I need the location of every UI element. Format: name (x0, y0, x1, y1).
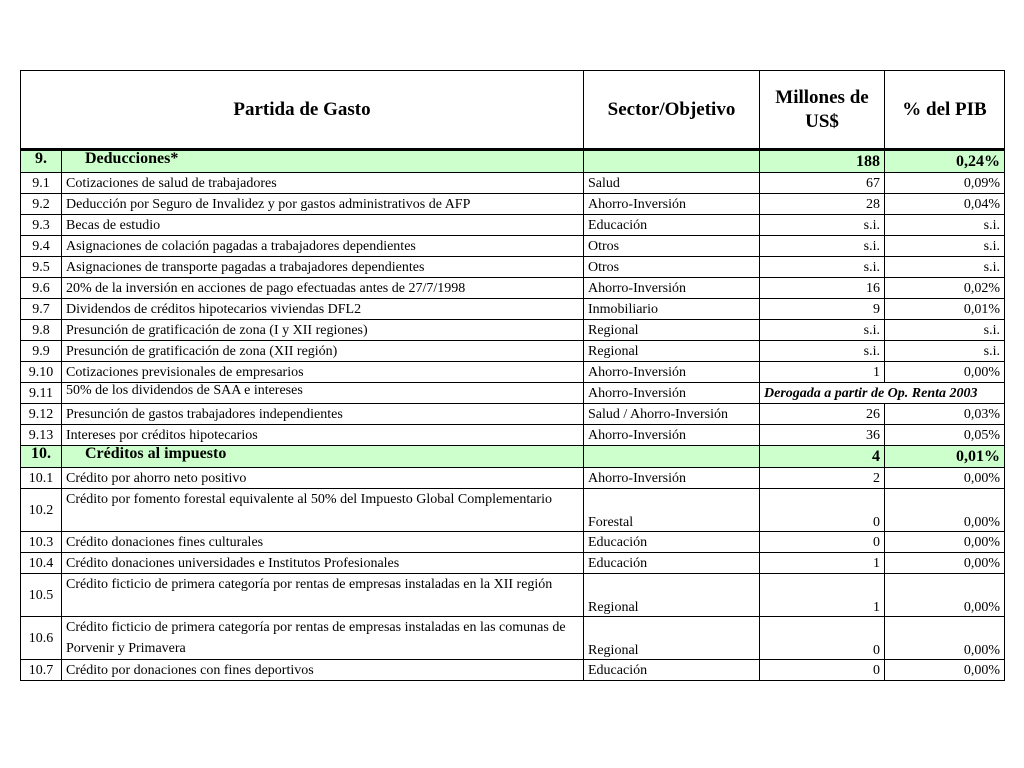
row-sector: Educación (584, 532, 760, 553)
row-sector: Regional (584, 574, 760, 617)
row-sector: Salud (584, 173, 760, 194)
row-pib: 0,01% (885, 299, 1005, 320)
row-millones: s.i. (760, 257, 885, 278)
row-pib: 0,00% (885, 617, 1005, 660)
table-row (21, 553, 1005, 574)
row-item: Crédito por donaciones con fines deportivos (62, 660, 584, 681)
row-number: 9.9 (21, 341, 62, 362)
header-millones: Millones de US$ (760, 71, 885, 150)
row-millones: 36 (760, 425, 885, 446)
row-millones: 16 (760, 278, 885, 299)
row-pib: 0,01% (885, 446, 1005, 468)
row-sector: Ahorro-Inversión (584, 278, 760, 299)
table-row (21, 532, 1005, 553)
row-sector: Otros (584, 236, 760, 257)
row-pib: s.i. (885, 320, 1005, 341)
row-millones: 0 (760, 660, 885, 681)
row-item: Becas de estudio (62, 215, 584, 236)
row-pib: 0,00% (885, 553, 1005, 574)
row-millones: 28 (760, 194, 885, 215)
header-row (21, 71, 1005, 150)
row-item: Cotizaciones previsionales de empresarios (62, 362, 584, 383)
row-item: Asignaciones de colación pagadas a trabajadores dependientes (62, 236, 584, 257)
table-row (21, 617, 1005, 660)
table-row-derogated (21, 383, 1005, 404)
row-number: 10.5 (21, 574, 62, 617)
row-pib: s.i. (885, 236, 1005, 257)
row-number: 9.1 (21, 173, 62, 194)
row-item: Cotizaciones de salud de trabajadores (62, 173, 584, 194)
row-number: 9.3 (21, 215, 62, 236)
row-item: Presunción de gastos trabajadores independientes (62, 404, 584, 425)
row-sector: Educación (584, 553, 760, 574)
row-pib: 0,03% (885, 404, 1005, 425)
row-pib: 0,00% (885, 468, 1005, 489)
table-row (21, 299, 1005, 320)
row-item: Crédito donaciones fines culturales (62, 532, 584, 553)
row-number: 10.7 (21, 660, 62, 681)
row-number: 9. (21, 150, 62, 173)
row-millones: 26 (760, 404, 885, 425)
row-pib: 0,24% (885, 150, 1005, 173)
row-sector: Ahorro-Inversión (584, 194, 760, 215)
row-item: Créditos al impuesto (62, 446, 584, 468)
table-row (21, 468, 1005, 489)
table-row (21, 404, 1005, 425)
row-millones: 188 (760, 150, 885, 173)
row-pib: 0,05% (885, 425, 1005, 446)
row-millones: 67 (760, 173, 885, 194)
row-millones: 0 (760, 532, 885, 553)
header-sector: Sector/Objetivo (584, 71, 760, 150)
row-number: 9.12 (21, 404, 62, 425)
row-sector: Ahorro-Inversión (584, 362, 760, 383)
row-pib: 0,00% (885, 362, 1005, 383)
row-millones: 0 (760, 617, 885, 660)
row-millones: s.i. (760, 320, 885, 341)
table-row (21, 489, 1005, 532)
section-row-deducciones (21, 150, 1005, 173)
row-item: Presunción de gratificación de zona (XII región) (62, 341, 584, 362)
row-millones: s.i. (760, 215, 885, 236)
row-number: 9.13 (21, 425, 62, 446)
table-row (21, 278, 1005, 299)
row-item: 50% de los dividendos de SAA e intereses (62, 383, 584, 404)
row-sector: Ahorro-Inversión (584, 468, 760, 489)
row-sector (584, 150, 760, 173)
header-item: Partida de Gasto (21, 71, 584, 150)
table-row (21, 425, 1005, 446)
row-pib: 0,00% (885, 532, 1005, 553)
row-millones: s.i. (760, 236, 885, 257)
row-item: Crédito por fomento forestal equivalente al 50% del Impuesto Global Complementario (62, 489, 584, 532)
row-number: 9.11 (21, 383, 62, 404)
row-millones: 2 (760, 468, 885, 489)
row-pib: s.i. (885, 341, 1005, 362)
row-millones: 0 (760, 489, 885, 532)
table-row (21, 574, 1005, 617)
row-millones: 1 (760, 574, 885, 617)
row-millones: 1 (760, 553, 885, 574)
section-row-creditos (21, 446, 1005, 468)
table-row (21, 257, 1005, 278)
row-pib: 0,09% (885, 173, 1005, 194)
row-sector (584, 446, 760, 468)
row-item: Crédito ficticio de primera categoría por rentas de empresas instaladas en la XII región (62, 574, 584, 617)
row-number: 10.1 (21, 468, 62, 489)
table-row (21, 236, 1005, 257)
row-number: 9.2 (21, 194, 62, 215)
row-number: 9.4 (21, 236, 62, 257)
row-sector: Forestal (584, 489, 760, 532)
row-sector: Regional (584, 320, 760, 341)
row-number: 10.2 (21, 489, 62, 532)
row-millones: s.i. (760, 341, 885, 362)
row-number: 10.3 (21, 532, 62, 553)
table-row (21, 362, 1005, 383)
row-pib: s.i. (885, 257, 1005, 278)
table-row (21, 341, 1005, 362)
table-row (21, 660, 1005, 681)
row-number: 10.6 (21, 617, 62, 660)
row-number: 9.8 (21, 320, 62, 341)
row-pib: 0,04% (885, 194, 1005, 215)
table-row (21, 173, 1005, 194)
table-row (21, 320, 1005, 341)
row-number: 9.7 (21, 299, 62, 320)
row-item: Deducción por Seguro de Invalidez y por gastos administrativos de AFP (62, 194, 584, 215)
row-millones: 1 (760, 362, 885, 383)
header-pib: % del PIB (885, 71, 1005, 150)
row-item: Crédito por ahorro neto positivo (62, 468, 584, 489)
row-derogation-note: Derogada a partir de Op. Renta 2003 (760, 383, 1005, 404)
row-pib: 0,00% (885, 660, 1005, 681)
row-number: 9.10 (21, 362, 62, 383)
row-number: 10.4 (21, 553, 62, 574)
row-item: Asignaciones de transporte pagadas a trabajadores dependientes (62, 257, 584, 278)
row-millones: 9 (760, 299, 885, 320)
row-number: 10. (21, 446, 62, 468)
row-item: Intereses por créditos hipotecarios (62, 425, 584, 446)
row-number: 9.6 (21, 278, 62, 299)
row-number: 9.5 (21, 257, 62, 278)
row-item: Dividendos de créditos hipotecarios viviendas DFL2 (62, 299, 584, 320)
row-sector: Ahorro-Inversión (584, 383, 760, 404)
row-sector: Educación (584, 660, 760, 681)
table-row (21, 215, 1005, 236)
table-row (21, 194, 1005, 215)
row-sector: Regional (584, 617, 760, 660)
row-item: Deducciones* (62, 150, 584, 173)
row-pib: 0,00% (885, 489, 1005, 532)
row-sector: Educación (584, 215, 760, 236)
row-pib: 0,00% (885, 574, 1005, 617)
row-millones: 4 (760, 446, 885, 468)
row-pib: 0,02% (885, 278, 1005, 299)
row-item: Crédito donaciones universidades e Institutos Profesionales (62, 553, 584, 574)
row-sector: Salud / Ahorro-Inversión (584, 404, 760, 425)
row-sector: Regional (584, 341, 760, 362)
row-item: 20% de la inversión en acciones de pago efectuadas antes de 27/7/1998 (62, 278, 584, 299)
row-sector: Otros (584, 257, 760, 278)
row-sector: Inmobiliario (584, 299, 760, 320)
row-item: Presunción de gratificación de zona (I y XII regiones) (62, 320, 584, 341)
row-pib: s.i. (885, 215, 1005, 236)
row-item: Crédito ficticio de primera categoría por rentas de empresas instaladas en las comunas de Porvenir y Primavera (62, 617, 584, 660)
tax-expenditure-table (20, 70, 1005, 681)
row-sector: Ahorro-Inversión (584, 425, 760, 446)
